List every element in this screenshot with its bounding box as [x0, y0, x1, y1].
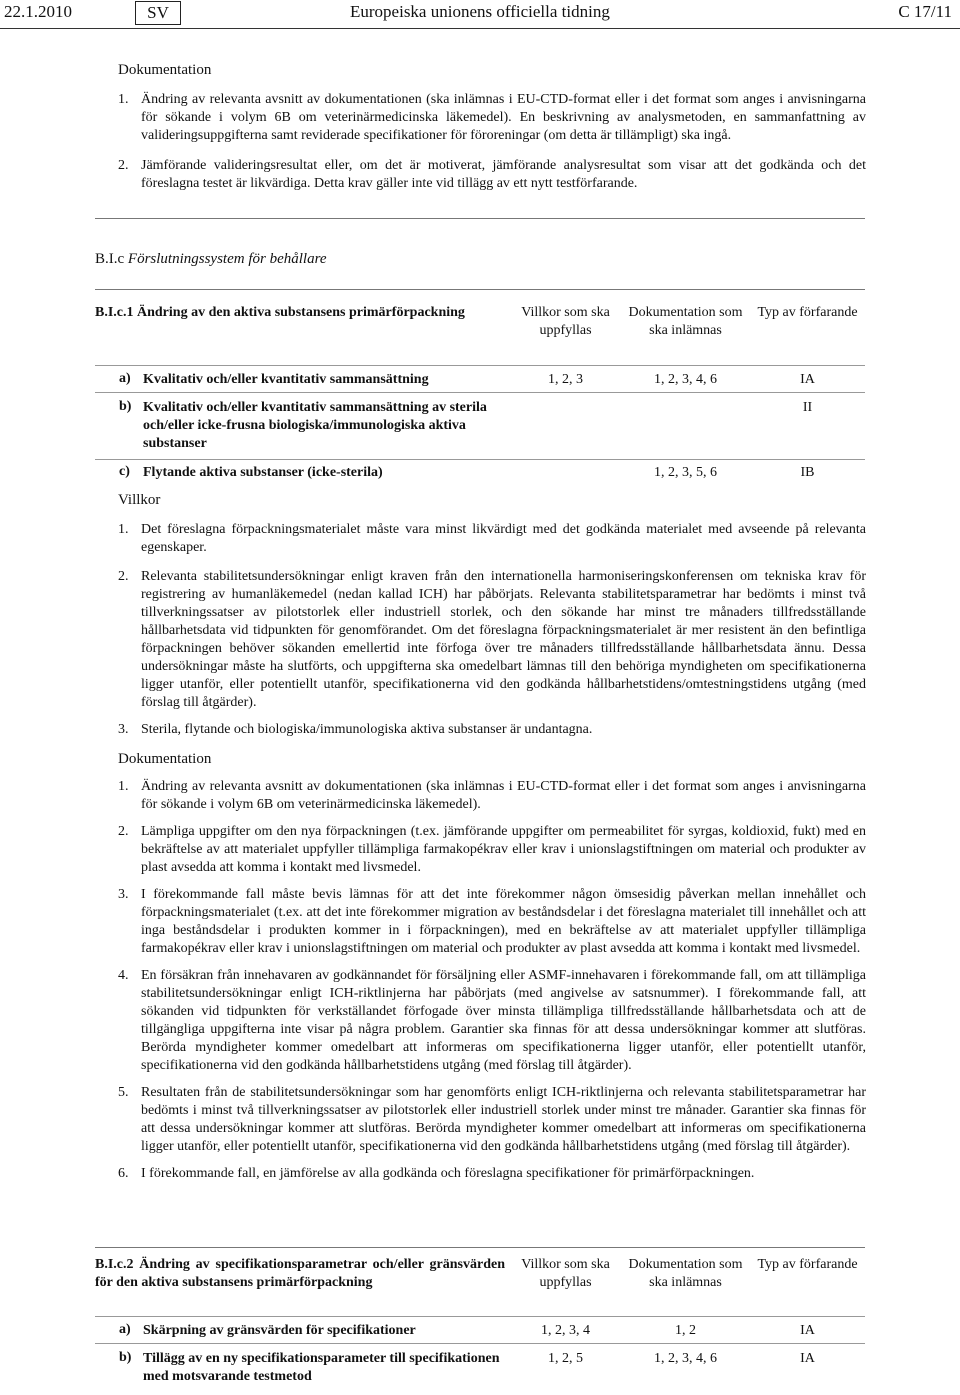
journal-title: Europeiska unionens officiella tidning	[350, 2, 610, 21]
page-number: C 17/11	[898, 2, 952, 21]
list-item: 5. Resultaten från de stabilitetsundersökningar som har genomförts enligt ICH-riktlinjerna och relevanta stabilitetsparametrar har bedömts i minst två tillverkningssatser av pilotstorlek eller industriell storlek under minst tre månader. Garantier ska finnas för att dessa undersökningar kommer att slutföras. Berörda myndigheter kommer omedelbart att informeras om specifikationerna ligger utanför, eller potentiellt utanför, specifikationerna vid den godkända hållbarhetstidens utgång (med förslag till åtgärder).	[118, 1085, 866, 1154]
divider	[95, 1247, 865, 1248]
row-rule	[95, 459, 865, 460]
list-item: 2. Jämförande valideringsresultat eller, om det är motiverat, jämförande analysresultat som visar att det godkända och det föreslagna testet är likvärdiga. Detta krav gäller inte vid tillägg av ett nytt testförfarande.	[118, 158, 866, 191]
table-header	[95, 304, 865, 364]
publication-date: 22.1.2010	[4, 2, 72, 21]
column-header: Dokumentation som ska inlämnas	[628, 305, 743, 338]
documentation-list	[118, 778, 866, 1192]
column-header: Dokumentation som ska inlämnas	[628, 1257, 743, 1290]
section-title: B.I.c Förslutningssystem för behållare	[95, 251, 327, 267]
table-header	[95, 1256, 865, 1316]
list-item: 1. Det föreslagna förpackningsmaterialet måste vara minst likvärdigt med det godkända materialet med avseende på relevanta egenskaper.	[118, 522, 866, 555]
list-item: 6. I förekommande fall, en jämförelse av alla godkända och föreslagna specifikationer för primärförpackningen.	[118, 1166, 755, 1181]
column-header: Typ av förfarande	[757, 1257, 858, 1272]
column-header: Typ av förfarande	[757, 305, 858, 320]
list-item: 2. Lämpliga uppgifter om den nya förpackningen (t.ex. jämförande uppgifter om permeabilitet för syrgas, koldioxid, fukt) med en bekräftelse av att materialet uppfyller tillämpliga farmakopékrav eller krav i unionslagstiftningen om material och produkter av plast avsedda att komma i kontakt med livsmedel.	[118, 824, 866, 875]
row-rule	[95, 365, 865, 366]
table-title: B.I.c.1 Ändring av den aktiva substansens primärförpackning	[95, 305, 465, 320]
header-rule	[0, 28, 960, 29]
row-rule	[95, 392, 865, 393]
row-rule	[95, 1316, 865, 1317]
divider	[95, 289, 865, 290]
row-rule	[95, 1343, 865, 1344]
page-header	[0, 0, 960, 28]
conditions-heading: Villkor	[118, 492, 161, 508]
table-title: B.I.c.2 Ändring av specifikationsparametrar och/eller gränsvärden för den aktiva substansens primärförpackning	[95, 1257, 505, 1290]
documentation-heading: Dokumentation	[118, 62, 212, 78]
conditions-list	[118, 521, 866, 748]
language-badge: SV	[135, 1, 181, 25]
list-item: 3. Sterila, flytande och biologiska/immunologiska aktiva substanser är undantagna.	[118, 722, 593, 737]
list-item: 3. I förekommande fall måste bevis lämnas för att det inte förekommer någon ömsesidig påverkan mellan innehållet och förpackningsmaterialet (t.ex. att det inte förekommer migration av beståndsdelar i det föreslagna materialet till innehållet och att inga beståndsdelar i produkten kommer in i förpackningen), med en bekräftelse av att materialet uppfyller tillämpliga farmakopékrav eller krav i unionslagstiftningen om material och produkter av plast avsedda att komma i kontakt med livsmedel.	[118, 887, 866, 956]
list-item: 1. Ändring av relevanta avsnitt av dokumentationen (ska inlämnas i EU-CTD-format eller i det format som anges i anvisningarna för sökande i volym 6B om veterinärmedicinska läkemedel). En beskrivning av analysmetoden, en sammanfattning av valideringsuppgifterna samt reviderade specifikationer för föroreningar (om detta är tillämpligt) ska ingå.	[118, 92, 866, 143]
list-item: 2. Relevanta stabilitetsundersökningar enligt kraven från den internationella harmoniseringskonferensen om tekniska krav för registrering av humanläkemedel (nedan kallad ICH) har påbörjats. Relevanta stabilitetsparametrar har bedömts i minst två tillverkningssatser av pilotstorlek eller industriell storlek, och den sökande har minst tre månaders tillfredsställande hållbarhetsdata vid tidpunkten för genomförandet. Om det föreslagna förpackningsmaterialet är mer resistent än den befintliga förpackningen behöver sökanden emellertid inte förfoga över tre månaders tillfredsställande hållbarhetsdata ännu. Dessa undersökningar måste ha slutförts, och uppgifterna ska omedelbart lämnas till den behöriga myndigheten om specifikationerna ligger utanför, eller potentiellt utanför, specifikationerna vid den godkända hållbarhetstidens/omtestningstidens utgång (med förslag till åtgärder).	[118, 569, 866, 710]
divider	[95, 218, 865, 219]
column-header: Villkor som ska uppfyllas	[521, 1257, 610, 1290]
list-item: 1. Ändring av relevanta avsnitt av dokumentationen (ska inlämnas i EU-CTD-format eller i det format som anges i anvisningarna för sökande i volym 6B om veterinärmedicinska läkemedel).	[118, 779, 866, 812]
list-item: 4. En försäkran från innehavaren av godkännandet för försäljning eller ASMF-innehavaren i förekommande fall, om att tillämpliga stabilitetsundersökningar enligt ICH-riktlinjerna har påbörjats (med angivelse av satsnummer). I förekommande fall, att sökanden vid tidpunkten för verkställandet förfogade över minsta tillämpliga tillfredsställande hållbarhetsdata och att de tillgängliga uppgifterna inte visar på några problem. Garantier ska finnas för att dessa undersökningar kommer att slutföras. Berörda myndigheter kommer omedelbart att informeras om specifikationerna ligger utanför, eller potentiellt utanför, specifikationerna vid den godkända hållbarhetstidens utgång (med förslag till åtgärder).	[118, 968, 866, 1073]
column-header: Villkor som ska uppfyllas	[521, 305, 610, 338]
documentation-heading: Dokumentation	[118, 751, 212, 767]
documentation-list	[118, 91, 866, 202]
